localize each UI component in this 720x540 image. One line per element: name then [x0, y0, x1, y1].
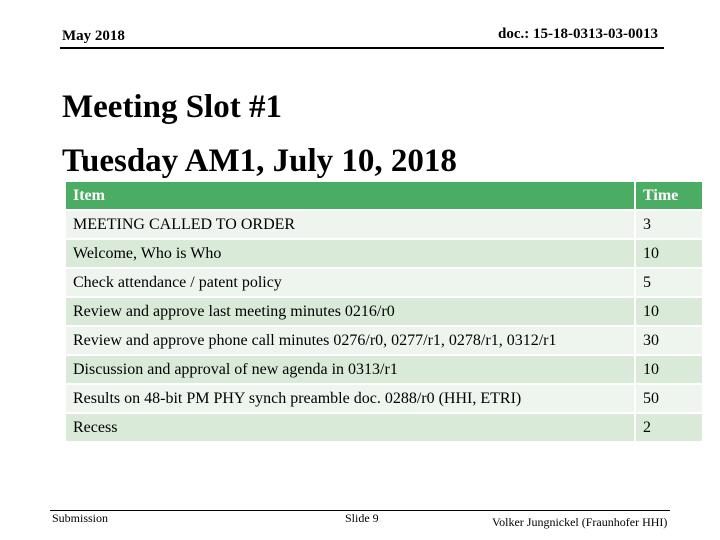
column-header-item: Item	[66, 182, 634, 209]
table-row	[66, 385, 702, 412]
agenda-item: Recess	[66, 414, 634, 441]
agenda-time: 10	[634, 356, 702, 383]
agenda-item: Discussion and approval of new agenda in 0313/r1	[66, 356, 634, 383]
slide-title	[62, 80, 457, 188]
agenda-item: Results on 48-bit PM PHY synch preamble doc. 0288/r0 (HHI, ETRI)	[66, 385, 634, 412]
header-date: May 2018	[62, 28, 125, 44]
header-doc-number: doc.: 15-18-0313-03-0013	[498, 26, 658, 42]
table-row	[66, 414, 702, 441]
agenda-item: Review and approve last meeting minutes 0216/r0	[66, 298, 634, 325]
header-divider	[60, 47, 664, 49]
title-line-1: Meeting Slot #1	[62, 89, 282, 125]
table-header-row	[66, 182, 702, 209]
column-header-time: Time	[634, 182, 702, 209]
table-row	[66, 269, 702, 296]
agenda-time: 3	[634, 211, 702, 238]
table-row	[66, 327, 702, 354]
agenda-time: 10	[634, 240, 702, 267]
agenda-item: Welcome, Who is Who	[66, 240, 634, 267]
agenda-table	[66, 180, 702, 443]
table-row	[66, 356, 702, 383]
footer-submission: Submission	[52, 511, 109, 525]
table-row	[66, 240, 702, 267]
agenda-time: 5	[634, 269, 702, 296]
agenda-item: MEETING CALLED TO ORDER	[66, 211, 634, 238]
agenda-item: Review and approve phone call minutes 0276/r0, 0277/r1, 0278/r1, 0312/r1	[66, 327, 634, 354]
agenda-time: 30	[634, 327, 702, 354]
footer-author: Volker Jungnickel (Fraunhofer HHI)	[492, 515, 668, 529]
title-line-2: Tuesday AM1, July 10, 2018	[62, 143, 457, 179]
agenda-item: Check attendance / patent policy	[66, 269, 634, 296]
table-row	[66, 298, 702, 325]
footer-slide-number: Slide 9	[345, 511, 379, 525]
agenda-time: 2	[634, 414, 702, 441]
agenda-time: 10	[634, 298, 702, 325]
agenda-time: 50	[634, 385, 702, 412]
table-row	[66, 211, 702, 238]
